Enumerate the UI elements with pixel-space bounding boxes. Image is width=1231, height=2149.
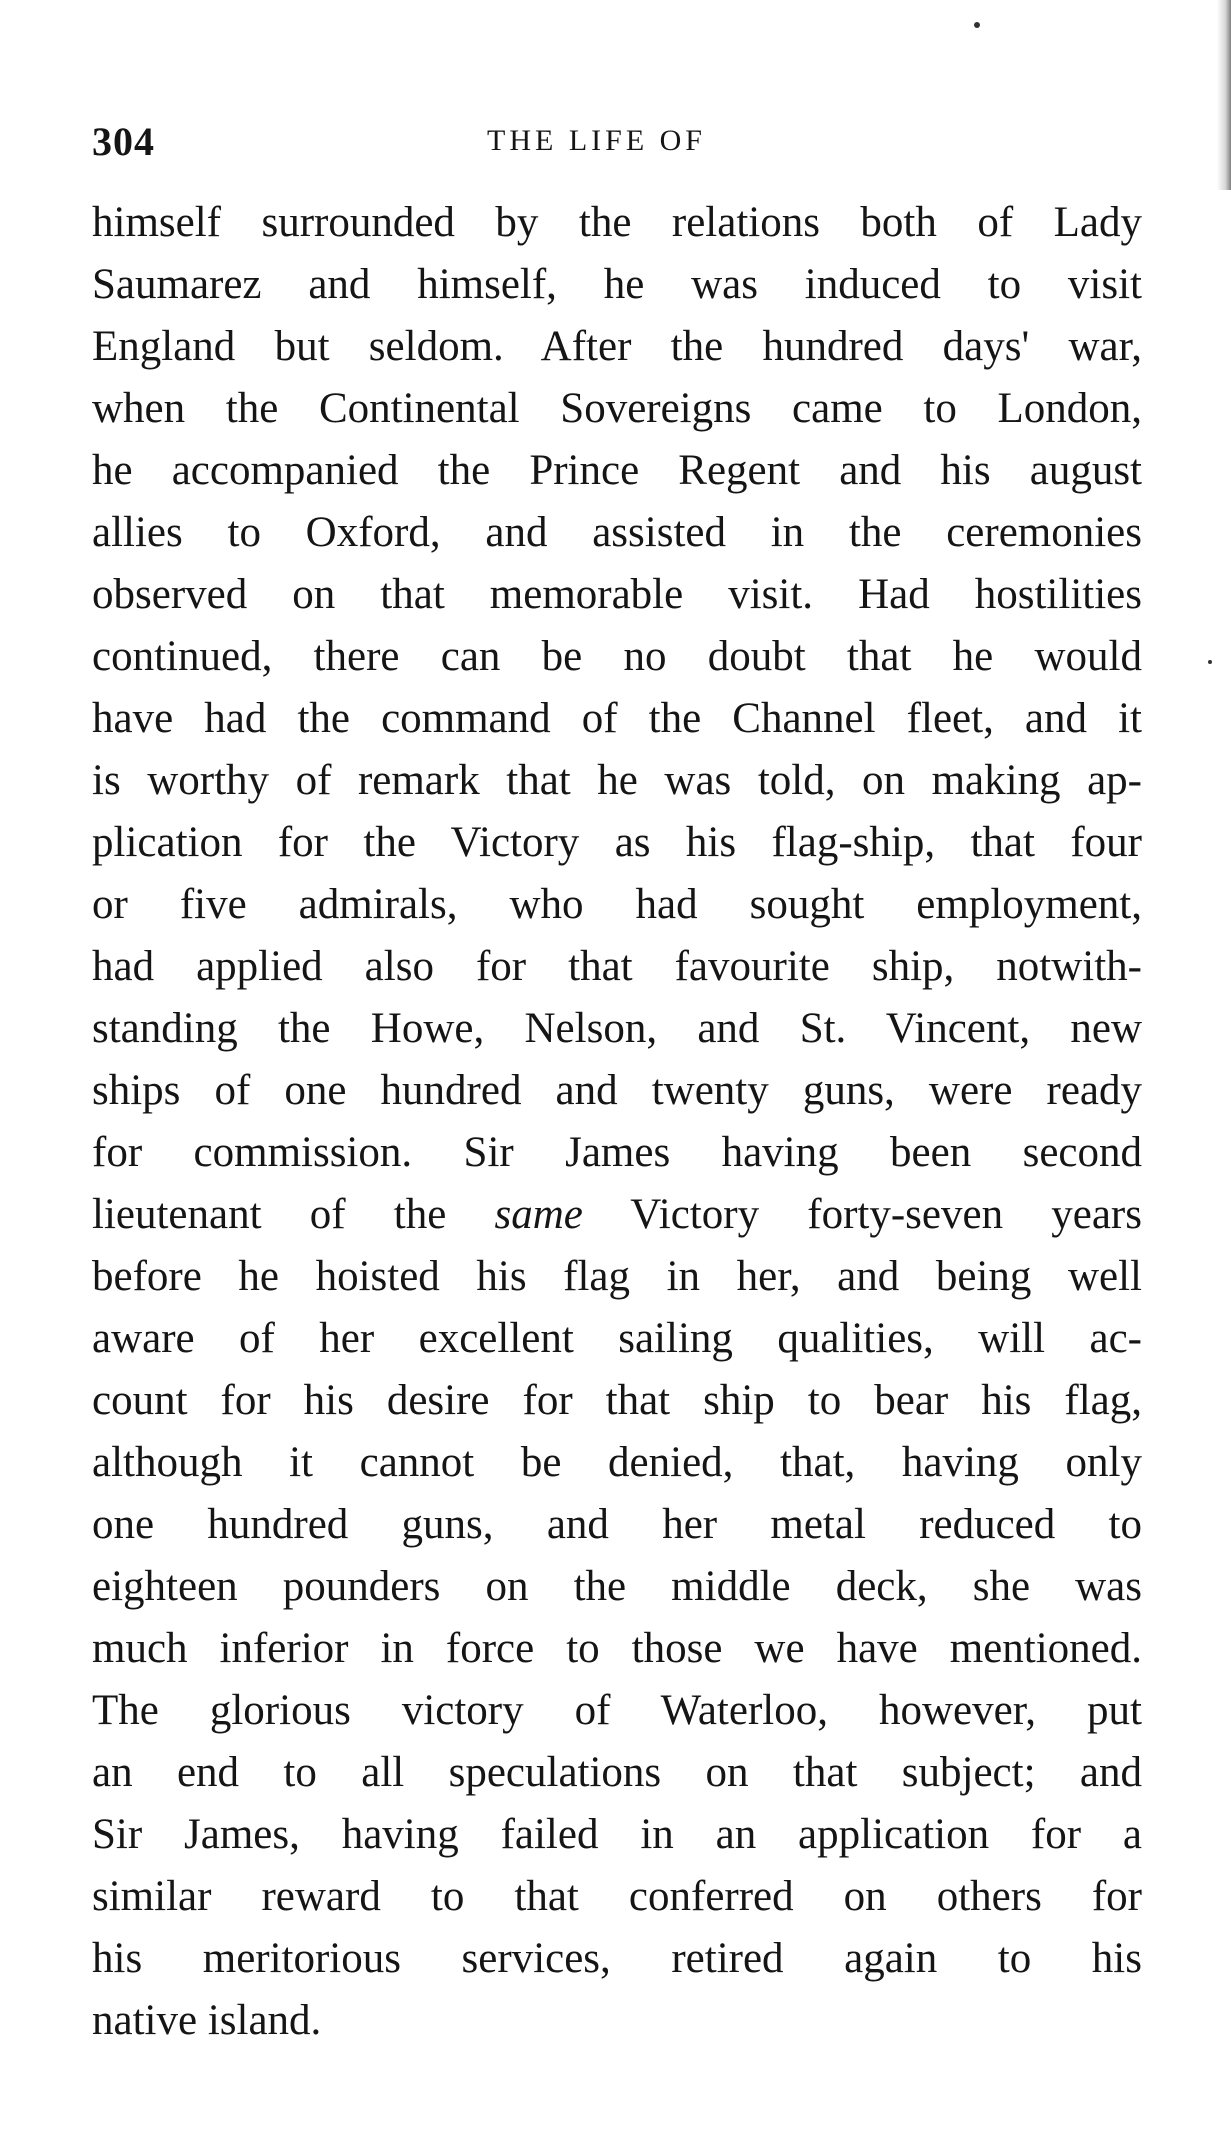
scan-speck — [974, 22, 980, 28]
text-segment: lieutenant of the — [92, 1191, 447, 1238]
text-line: plication for the Victory as his flag-ship, that four — [92, 819, 1142, 866]
text-line: an end to all speculations on that subject; and — [92, 1749, 1142, 1796]
text-line: England but seldom. After the hundred days' war, — [92, 323, 1142, 370]
scan-edge-shadow — [1217, 0, 1231, 190]
text-line: when the Continental Sovereigns came to London, — [92, 385, 1142, 432]
text-line: eighteen pounders on the middle deck, she was — [92, 1563, 1142, 1610]
scan-speck — [1208, 660, 1212, 664]
text-line: for commission. Sir James having been second — [92, 1129, 1142, 1176]
text-line: before he hoisted his flag in her, and being well — [92, 1253, 1142, 1300]
text-line: observed on that memorable visit. Had hostilities — [92, 571, 1142, 618]
text-line: similar reward to that conferred on others for — [92, 1873, 1142, 1920]
text-line: or five admirals, who had sought employment, — [92, 881, 1142, 928]
text-line: Sir James, having failed in an application for a — [92, 1811, 1142, 1858]
text-segment: Victory forty-seven years — [630, 1191, 1142, 1238]
text-line: is worthy of remark that he was told, on making ap- — [92, 757, 1142, 804]
text-line: although it cannot be denied, that, having only — [92, 1439, 1142, 1486]
text-line: standing the Howe, Nelson, and St. Vincent, new — [92, 1005, 1142, 1052]
text-line: have had the command of the Channel fleet, and it — [92, 695, 1142, 742]
page-number: 304 — [92, 119, 155, 164]
text-line: continued, there can be no doubt that he would — [92, 633, 1142, 680]
running-title: THE LIFE OF — [487, 124, 706, 157]
text-line: ships of one hundred and twenty guns, were ready — [92, 1067, 1142, 1114]
text-line: much inferior in force to those we have mentioned. — [92, 1625, 1142, 1672]
body-text — [92, 192, 1142, 2052]
text-line: his meritorious services, retired again to his — [92, 1935, 1142, 1982]
text-line: count for his desire for that ship to bear his flag, — [92, 1377, 1142, 1424]
text-line: native island. — [92, 1997, 322, 2044]
text-line: The glorious victory of Waterloo, however, put — [92, 1687, 1142, 1734]
text-line-with-italic — [92, 1184, 1142, 1246]
text-line: aware of her excellent sailing qualities, will ac- — [92, 1315, 1142, 1362]
text-line: he accompanied the Prince Regent and his august — [92, 447, 1142, 494]
italic-word: same — [494, 1191, 583, 1238]
text-line: himself surrounded by the relations both of Lady — [92, 199, 1142, 246]
text-line: one hundred guns, and her metal reduced to — [92, 1501, 1142, 1548]
text-line: allies to Oxford, and assisted in the ceremonies — [92, 509, 1142, 556]
text-line: Saumarez and himself, he was induced to visit — [92, 261, 1142, 308]
running-head — [92, 118, 1142, 168]
text-line: had applied also for that favourite ship, notwith- — [92, 943, 1142, 990]
